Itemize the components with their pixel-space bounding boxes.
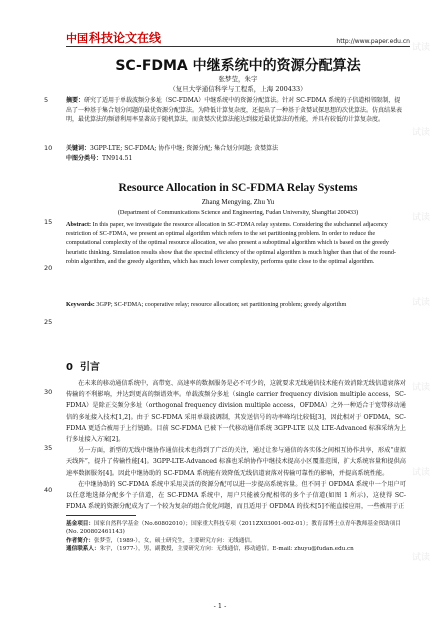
zh-class-text: TN914.51 <box>102 155 133 162</box>
en-authors: Zhang Mengying, Zhu Yu <box>201 198 275 206</box>
zh-affiliation: （复旦大学通信科学与工程系，上海 200433） <box>169 85 307 93</box>
watermark-column <box>412 40 434 635</box>
zh-class-label: 中图分类号： <box>66 155 103 162</box>
en-affiliation: (Department of Communications Science and Engineering, Fudan University, ShangHai 200433) <box>117 209 359 216</box>
author1-note <box>66 537 406 545</box>
en-abstract <box>66 220 406 266</box>
zh-keywords-label: 关键词： <box>66 145 91 152</box>
watermark-text: 试读 <box>412 298 431 308</box>
zh-keywords-text: 3GPP-LTE; SC-FDMA; 协作中继; 资源分配; 集合划分问题; 贪婪算法 <box>90 145 279 152</box>
line-number: 10 <box>44 144 53 152</box>
section-heading <box>66 358 100 373</box>
body-paragraph: 另一方面，新型的无线中继协作通信技术也得到了广泛的关注，通过让参与通信的各实体之间相互协作共享，形成“虚拟天线阵”，提升了传输性能[4]。3GPP-LTE-Advanced 标准也采纳协作中继技术提高小区覆盖范围，扩大系统容量和提供高速率数据服务[4]。因此中继协助的 SC-FDMA 系统能有效降低无线信道衰落对传输可靠性的影响，并提高系统性能。 <box>66 447 406 477</box>
page-header <box>66 28 410 47</box>
zh-abstract-text: 研究了适用于单载波频分多址（SC-FDMA）中继系统中的资源分配算法。针对 SC-FDMA 系统的子信道相邻限制，提出了一种基于集合划分问题的最优资源分配算法。为降低计算复杂度，还提出了一种基于贪婪试探思想的次优算法。仿真结果表明，最优算法的频谱利用率显著高于随机算法，而贪婪次优算法能达到接近最优算法的性能，并具有较低的计算复杂度。 <box>66 97 403 124</box>
fund-text: 国家自然科学基金（No.60802010）；国家重大科技专项（2011ZX03001-002-01）；教育部博士点青年教师基金资助项目(No. 200802461143) <box>66 521 401 536</box>
body-paragraph: 在中继协助的 SC-FDMA 系统中采用灵活的资源分配可以进一步提高系统容量。但不同于 OFDMA 系统中一个用户可以任意地选择分配多个子信道，在 SC-FDMA 系统中，用户只能被分配相邻的多个子信道(如图 1 所示)，这使得 SC-FDMA 系统的资源分配成为了一个较为复杂的组合优化问题，而且适用于 OFDMA 的技术[5]不能直接应用，一些被用于正 <box>66 480 406 511</box>
body-paragraph: 在未来的移动通信系统中，高带宽、高速率的数据服务是必不可少的，这就要求无线通信技术能有效消除无线信道衰落对传输的不利影响，并达到更高的频谱效率。单载波频分多址（single carrier frequency division multiple access，SC-FDMA）是除正交频分多址（orthogonal frequency division multiple access，OFDMA）之外一种适合于宽带移动通信的多址接入技术[1,2]。由于 SC-FDMA 采用单载波调制，其发送信号的功率峰均比较低[3]，因此相对于 OFDMA，SC-FDMA 更适合被用于上行链路。目前 SC-FDMA 已被下一代移动通信系统 3GPP-LTE 以及 LTE-Advanced 标准采纳为上行多址接入方案[2]。 <box>66 380 406 444</box>
watermark-text: 试读 <box>412 553 431 563</box>
en-keywords <box>66 300 406 309</box>
line-number: 20 <box>44 264 53 272</box>
en-keywords-label: Keywords: <box>66 301 95 308</box>
watermark-text: 试读 <box>412 128 431 138</box>
zh-abstract-label: 摘要： <box>66 97 85 104</box>
watermark-text: 试读 <box>412 213 431 223</box>
fund-label: 基金项目： <box>66 521 94 527</box>
intro-body <box>66 378 406 512</box>
watermark-text: 试读 <box>412 383 431 393</box>
zh-title: SC-FDMA 中继系统中的资源分配算法 <box>115 58 361 74</box>
line-number: 15 <box>44 218 53 226</box>
line-number: 35 <box>44 444 53 452</box>
watermark-text: 试读 <box>412 468 431 478</box>
logo-prefix: 中国 <box>66 31 88 45</box>
author2-text: 朱宇，（1977-），男，副教授，主要研究方向：无线通信，移动通信。E-mail: zhuyu@fudan.edu.cn <box>99 546 354 553</box>
line-number: 30 <box>44 388 53 396</box>
section-title: 引言 <box>79 362 100 373</box>
header-url[interactable]: http://www.paper.edu.cn <box>336 38 410 45</box>
author1-text: 张梦莹，（1989-），女，硕士研究生，主要研究方向：无线通信。 <box>93 537 256 544</box>
page-number: - 1 - <box>213 602 227 610</box>
line-number: 40 <box>44 486 53 494</box>
zh-classification <box>66 154 406 164</box>
footnote-rule <box>66 515 136 516</box>
en-abstract-text: In this paper, we investigate the resource allocation in SC-FDMA relay systems. Considering the subchannel adjacency restriction of SC-FDMA, we present an optimal algorithm which refers to the set partitioning problem. In order to reduce the computational complexity of the optimal resource allocation, we also present a suboptimal algorithm which is based on the greedy heuristic thinking. Simulation results show that the spectral efficiency of the optimal algorithm is much higher than that of the round-robin algorithm, and the greedy algorithm, which has much lower complexity, performs quite close to the optimal algorithm. <box>66 221 396 265</box>
author2-label: 通信联系人： <box>66 546 100 553</box>
author1-label: 作者简介： <box>66 537 94 544</box>
watermark-text: 试读 <box>412 43 431 53</box>
fund-note <box>66 520 406 537</box>
en-keywords-text: 3GPP; SC-FDMA; cooperative relay; resource allocation; set partitioning problem; greedy algorithm <box>96 301 347 308</box>
site-logo[interactable] <box>66 29 161 46</box>
zh-authors: 张梦莹，朱宇 <box>218 75 258 83</box>
zh-abstract <box>66 96 406 125</box>
footnotes <box>66 520 406 554</box>
author2-note <box>66 545 406 553</box>
section-number: 0 <box>66 362 73 373</box>
logo-text: 科技论文在线 <box>89 31 162 45</box>
zh-keywords <box>66 144 406 154</box>
line-number: 25 <box>44 318 53 326</box>
line-number: 5 <box>44 96 49 104</box>
en-title: Resource Allocation in SC-FDMA Relay Systems <box>118 182 358 194</box>
en-abstract-label: Abstract: <box>66 221 92 228</box>
